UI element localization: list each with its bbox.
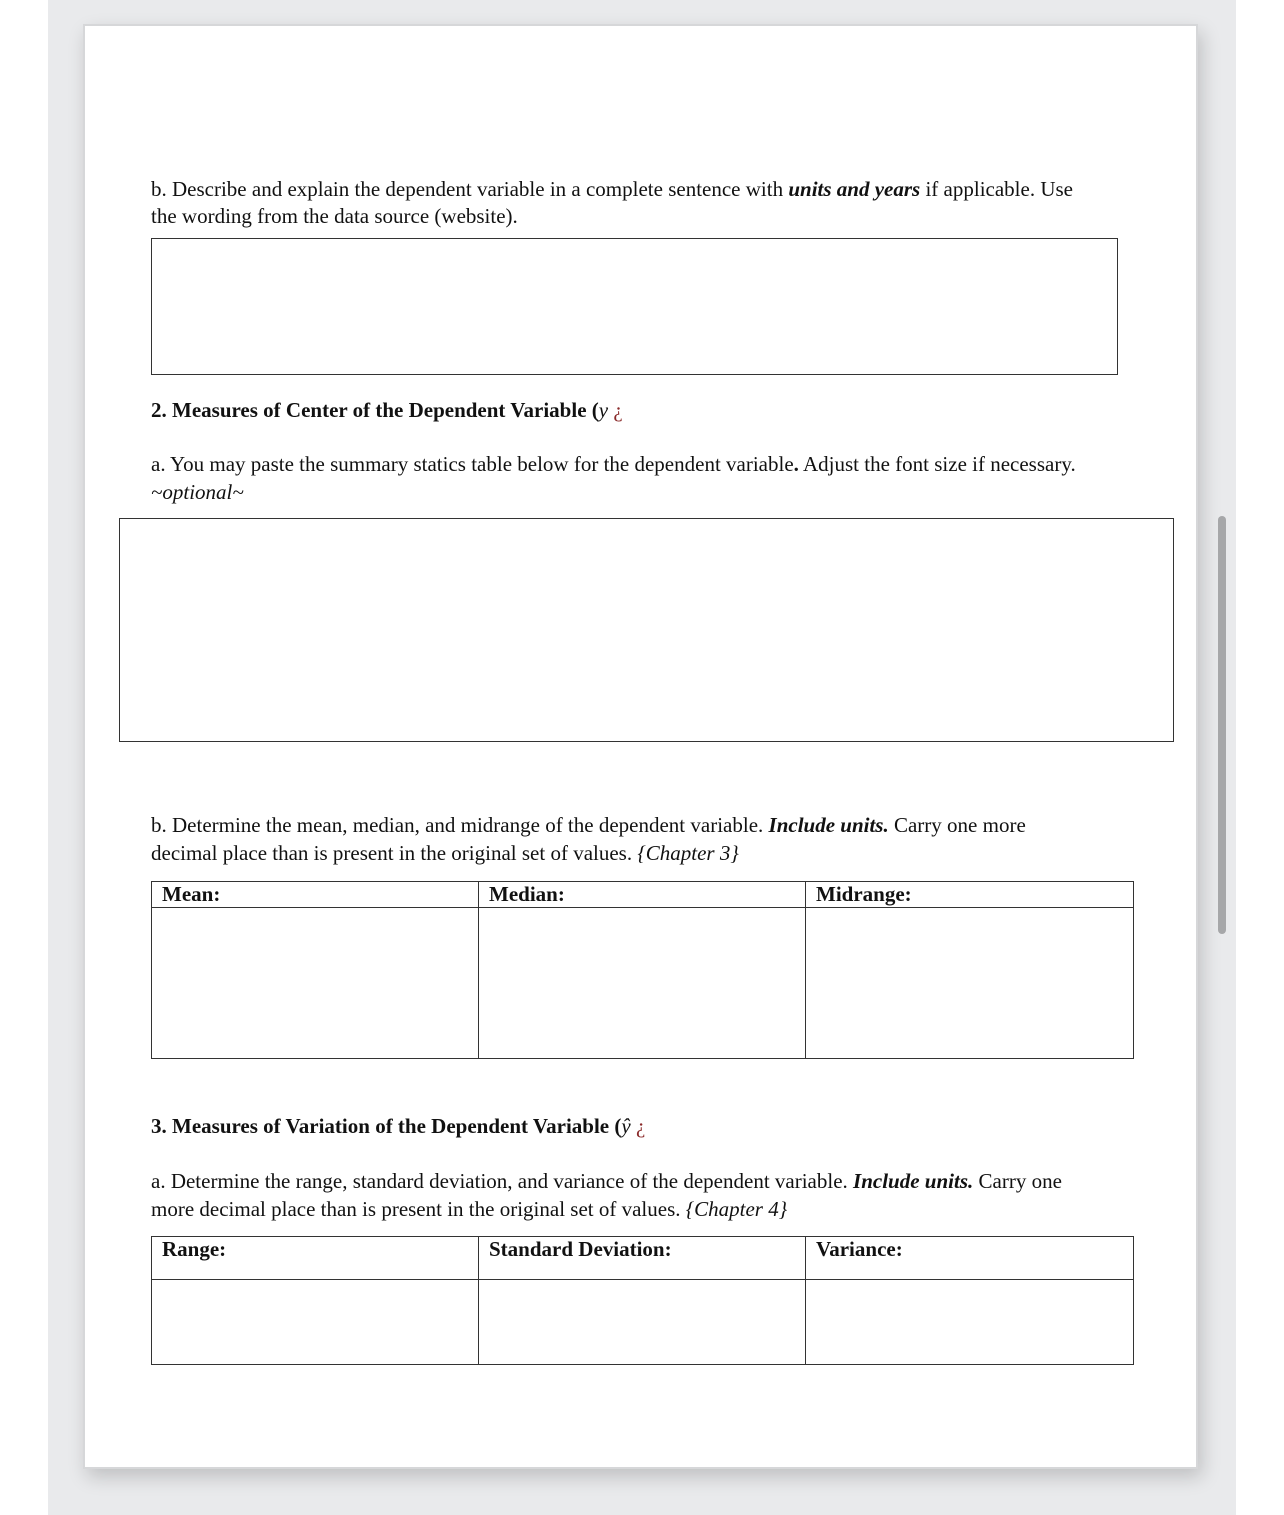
q2b-line2-text: decimal place than is present in the original set of values.: [151, 841, 638, 865]
q3a-line1: [151, 1168, 1062, 1195]
q1b-emphasis: units and years: [788, 177, 921, 201]
q2a-line1: [151, 451, 1076, 478]
scrollbar-thumb[interactable]: [1218, 516, 1226, 934]
section2-title: 2. Measures of Center of the Dependent Variable (: [151, 398, 599, 422]
variance-header: Variance:: [806, 1237, 1134, 1280]
q1b-line1: [151, 176, 1073, 203]
q1b-answer-box[interactable]: [151, 238, 1118, 375]
q2b-line1: [151, 812, 1026, 839]
section3-title: 3. Measures of Variation of the Dependent Variable (: [151, 1114, 622, 1138]
section3-variable: ŷ: [621, 1114, 631, 1138]
center-answer-row: [152, 908, 1134, 1059]
variation-answer-row: [152, 1280, 1134, 1365]
section2-heading: [151, 397, 623, 424]
variance-answer-cell[interactable]: [806, 1280, 1134, 1365]
center-measures-table: [151, 881, 1134, 1059]
center-header-row: [152, 882, 1134, 908]
q3a-emphasis: Include units.: [853, 1169, 974, 1193]
q3a-prefix: a. Determine the range, standard deviation, and variance of the dependent variable.: [151, 1169, 854, 1193]
variation-header-row: [152, 1237, 1134, 1280]
q3a-suffix: Carry one: [973, 1169, 1062, 1193]
q2a-optional: ~optional~: [151, 480, 244, 504]
q1b-prefix: b. Describe and explain the dependent variable in a complete sentence with: [151, 177, 789, 201]
q3a-line2-text: more decimal place than is present in the original set of values.: [151, 1197, 686, 1221]
range-header: Range:: [152, 1237, 479, 1280]
q2a-paste-box[interactable]: [119, 518, 1174, 742]
mean-answer-cell[interactable]: [152, 908, 479, 1059]
q2b-chapter-ref: {Chapter 3}: [637, 841, 739, 865]
q2b-suffix: Carry one more: [888, 813, 1026, 837]
mean-header: Mean:: [152, 882, 479, 908]
q2a-prefix: a. You may paste the summary statics table below for the dependent variable: [151, 452, 794, 476]
q2a-dot: .: [793, 452, 799, 476]
std-dev-answer-cell[interactable]: [479, 1280, 806, 1365]
q2b-emphasis: Include units.: [768, 813, 889, 837]
section3-glyph: ¿: [635, 1114, 646, 1138]
q1b-suffix: if applicable. Use: [920, 177, 1073, 201]
q2b-line2: [151, 840, 739, 867]
median-header: Median:: [479, 882, 806, 908]
q2a-suffix: Adjust the font size if necessary.: [798, 452, 1076, 476]
q2b-prefix: b. Determine the mean, median, and midrange of the dependent variable.: [151, 813, 769, 837]
midrange-header: Midrange:: [806, 882, 1134, 908]
section3-heading: [151, 1113, 645, 1140]
q3a-line2: [151, 1196, 787, 1223]
std-dev-header: Standard Deviation:: [479, 1237, 806, 1280]
variation-measures-table: [151, 1236, 1134, 1365]
midrange-answer-cell[interactable]: [806, 908, 1134, 1059]
median-answer-cell[interactable]: [479, 908, 806, 1059]
range-answer-cell[interactable]: [152, 1280, 479, 1365]
q3a-chapter-ref: {Chapter 4}: [685, 1197, 788, 1221]
section2-glyph: ¿: [613, 398, 623, 422]
section2-variable: y: [598, 398, 609, 422]
q1b-line2: the wording from the data source (website).: [151, 204, 518, 228]
